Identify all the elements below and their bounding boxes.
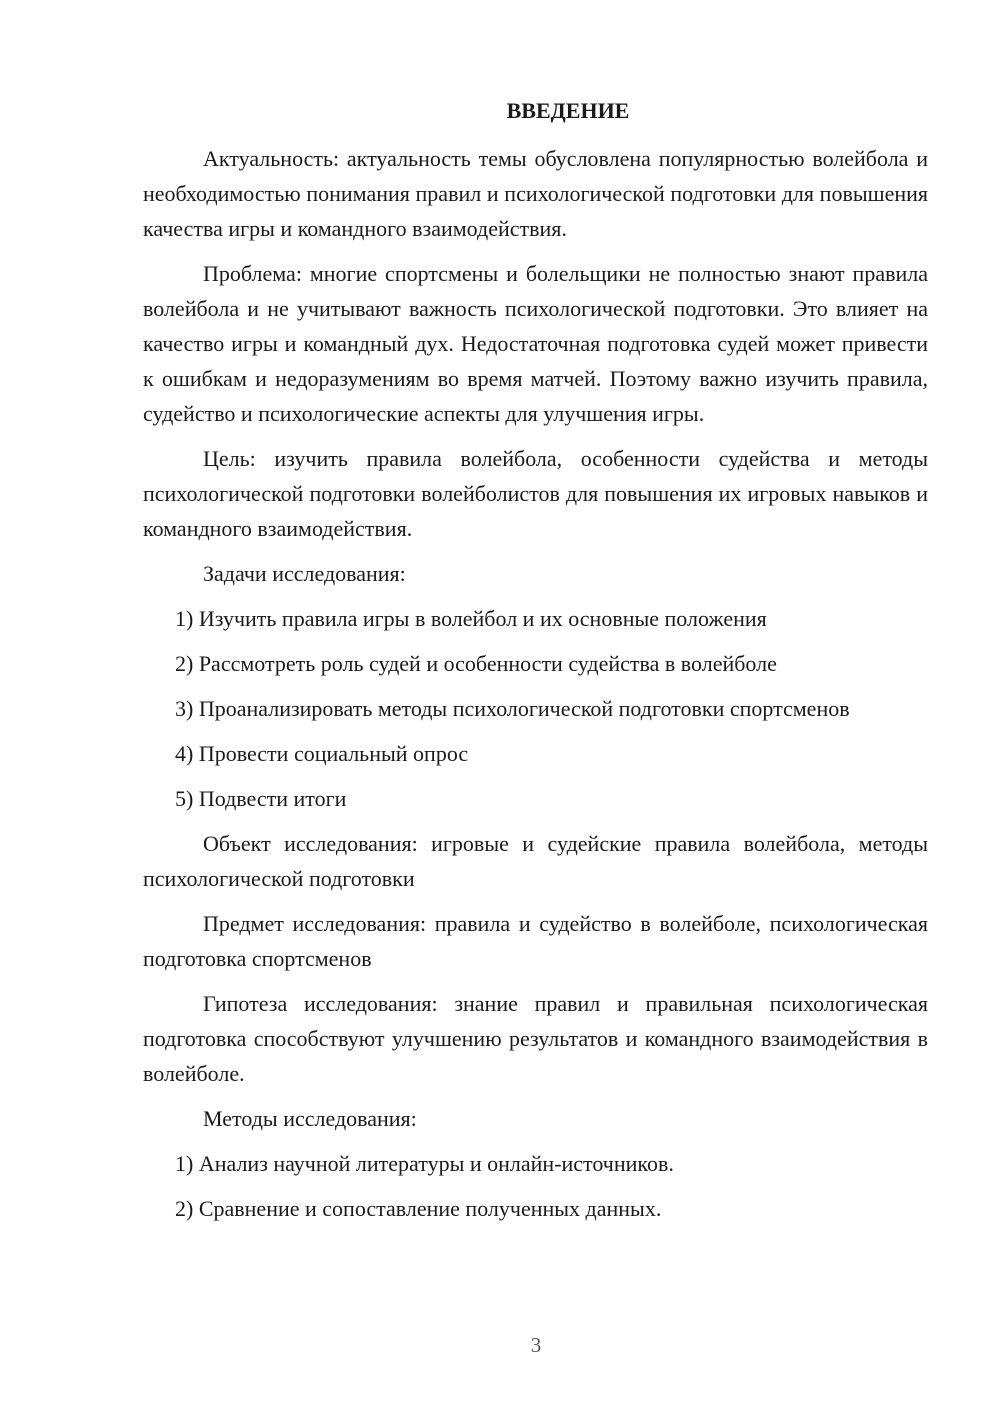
tasks-heading: Задачи исследования: (203, 561, 406, 586)
relevance-paragraph: Актуальность: актуальность темы обусловлена популярностью волейбола и необходимостью понимания правил и психологической подготовки для повышения качества игры и командного взаимодействия. (143, 146, 928, 241)
task-item: 3) Проанализировать методы психологической подготовки спортсменов (175, 696, 850, 721)
task-item: 5) Подвести итоги (175, 786, 347, 811)
subject-paragraph: Предмет исследования: правила и судейство в волейболе, психологическая подготовка спортсменов (143, 911, 928, 971)
problem-paragraph: Проблема: многие спортсмены и болельщики не полностью знают правила волейбола и не учитывают важность психологической подготовки. Это влияет на качество игры и командный дух. Недостаточная подготовка судей может привести к ошибкам и недоразумениям во время матчей. Поэтому важно изучить правила, судейство и психологические аспекты для улучшения игры. (143, 261, 928, 426)
method-item: 2) Сравнение и сопоставление полученных данных. (175, 1196, 662, 1221)
method-item: 1) Анализ научной литературы и онлайн-источников. (175, 1151, 674, 1176)
goal-paragraph: Цель: изучить правила волейбола, особенности судейства и методы психологической подготовки волейболистов для повышения их игровых навыков и командного взаимодействия. (143, 446, 928, 541)
document-page (143, 96, 928, 1236)
section-title: ВВЕДЕНИЕ (506, 98, 630, 123)
object-paragraph: Объект исследования: игровые и судейские правила волейбола, методы психологической подготовки (143, 831, 928, 891)
methods-heading: Методы исследования: (203, 1106, 417, 1131)
task-item: 2) Рассмотреть роль судей и особенности судейства в волейболе (175, 651, 777, 676)
task-item: 4) Провести социальный опрос (175, 741, 469, 766)
hypothesis-paragraph: Гипотеза исследования: знание правил и правильная психологическая подготовка способствуют улучшению результатов и командного взаимодействия в волейболе. (143, 991, 928, 1086)
page-number: 3 (530, 1333, 542, 1357)
task-item: 1) Изучить правила игры в волейбол и их основные положения (175, 606, 767, 631)
